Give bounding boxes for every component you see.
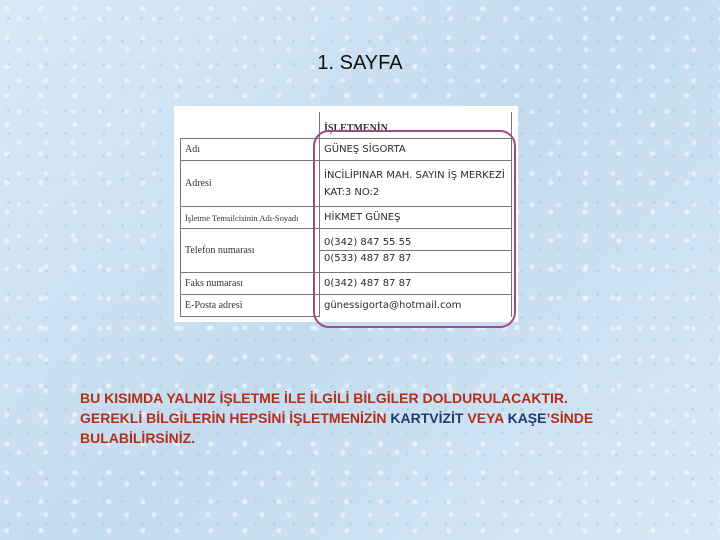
note-emphasis-stamp: KAŞE	[507, 410, 547, 426]
instruction-note	[80, 388, 680, 448]
row-value-phone-2: 0(533) 487 87 87	[324, 253, 412, 264]
row-label-phone: Telefon numarası	[181, 229, 320, 273]
row-value-address: İNCİLİPINAR MAH. SAYIN İŞ MERKEZİ KAT:3 NO:2	[320, 161, 512, 207]
note-emphasis-card: KARTVİZİT	[390, 410, 464, 426]
row-label-fax: Faks numarası	[181, 273, 320, 295]
note-line-2: GEREKLİ BİLGİLERİN HEPSİNİ İŞLETMENİZİN KARTVİZİT VEYA KAŞE’SİNDE	[80, 410, 594, 426]
row-label-address: Adresi	[181, 161, 320, 207]
highlight-rounded-box	[313, 130, 516, 328]
note-line-3: BULABİLİRSİNİZ.	[80, 430, 196, 446]
row-value-phone-1: 0(342) 847 55 55	[320, 235, 511, 251]
page-title: 1. SAYFA	[317, 52, 403, 74]
row-label-email: E-Posta adresi	[181, 295, 320, 317]
row-value-email: günessigorta@hotmail.com	[320, 295, 512, 317]
row-value-name: GÜNEŞ SİGORTA	[320, 139, 512, 161]
row-label-representative: İşletme Temsilcisinin Adı-Soyadı	[181, 207, 320, 229]
note-line-1: BU KISIMDA YALNIZ İŞLETME İLE İLGİLİ BİLGİLER DOLDURULACAKTIR.	[80, 390, 568, 406]
section-heading: İŞLETMENİN	[320, 112, 512, 139]
row-value-fax: 0(342) 487 87 87	[320, 273, 512, 295]
row-value-representative: HİKMET GÜNEŞ	[320, 207, 512, 229]
row-label-name: Adı	[181, 139, 320, 161]
